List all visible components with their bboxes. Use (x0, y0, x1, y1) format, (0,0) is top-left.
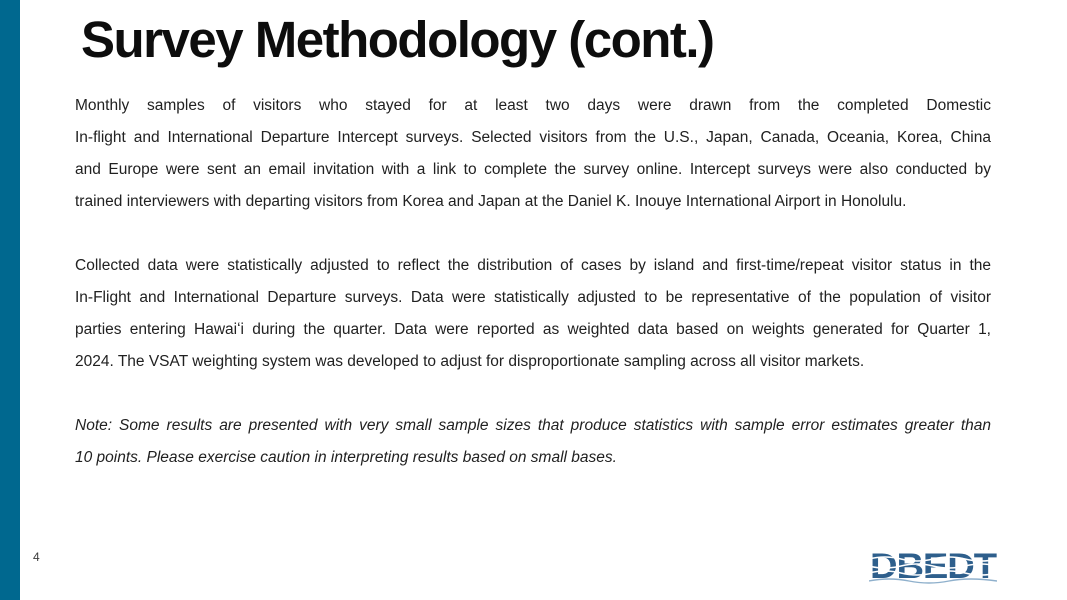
accent-bar (0, 0, 20, 600)
paragraph (75, 410, 991, 474)
paragraph-line: and Europe were sent an email invitation with a link to complete the survey online. Intercept surveys were also conducted by (75, 161, 991, 178)
paragraph-line: 2024. The VSAT weighting system was developed to adjust for disproportionate sampling across all visitor markets. (75, 353, 865, 370)
paragraph-line: 10 points. Please exercise caution in interpreting results based on small bases. (75, 449, 617, 466)
paragraph-line: Collected data were statistically adjusted to reflect the distribution of cases by island and first-time/repeat visitor status in the (75, 257, 991, 274)
paragraph (75, 250, 991, 378)
paragraph-line: Note: Some results are presented with very small sample sizes that produce statistics with sample error estimates greater than (75, 417, 991, 434)
page-title: Survey Methodology (cont.) (81, 11, 714, 68)
paragraph-line: In-Flight and International Departure surveys. Data were statistically adjusted to be representative of the population of visitor (75, 289, 991, 306)
paragraph-line: Monthly samples of visitors who stayed for at least two days were drawn from the completed Domestic (75, 97, 991, 114)
paragraph-line: In-flight and International Departure Intercept surveys. Selected visitors from the U.S., Japan, Canada, Oceania, Korea, China (75, 129, 991, 146)
paragraph-line: parties entering Hawaiʻi during the quarter. Data were reported as weighted data based on weights generated for Quarter 1, (75, 321, 991, 338)
dbedt-logo-text: DBEDT (870, 547, 997, 586)
paragraph (75, 90, 991, 218)
body-text (75, 90, 991, 506)
paragraph-line: trained interviewers with departing visitors from Korea and Japan at the Daniel K. Inouye International Airport in Honolulu. (75, 193, 907, 210)
dbedt-logo (869, 547, 997, 587)
page-number: 4 (33, 550, 40, 564)
